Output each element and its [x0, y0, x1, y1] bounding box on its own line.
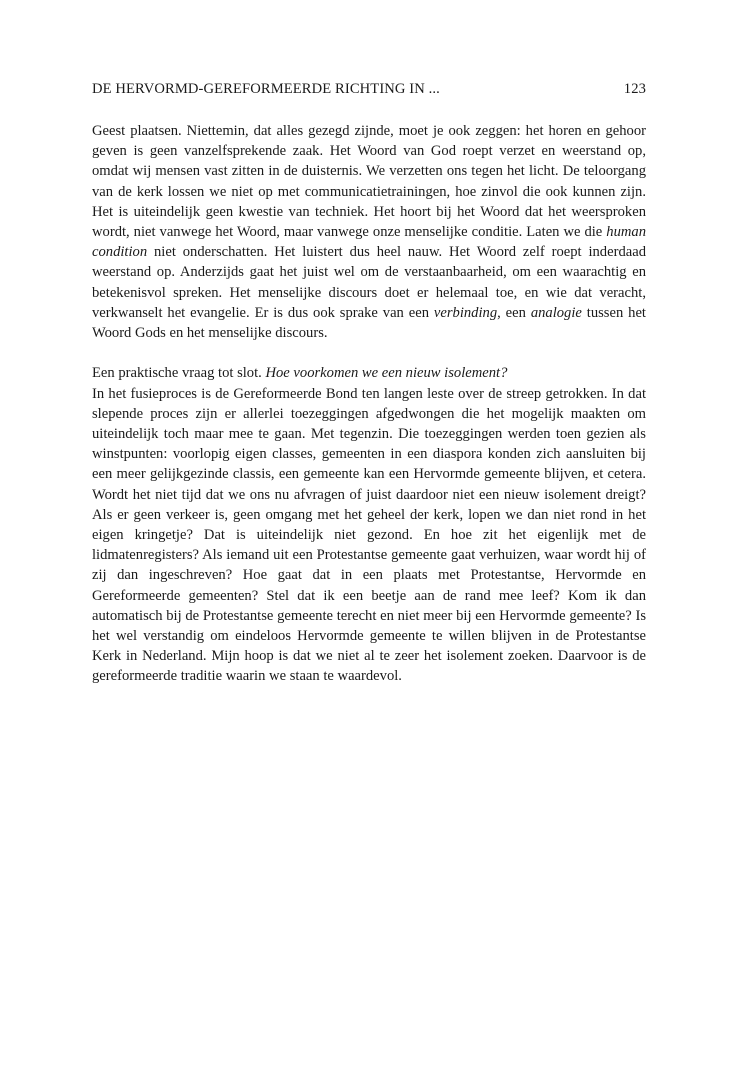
page-number: 123 [623, 81, 646, 97]
running-title: DE HERVORMD-GEREFORMEERDE RICHTING IN ... [92, 81, 440, 97]
italic-question: Hoe voorkomen we een nieuw isolement? [265, 365, 508, 382]
body-text [92, 121, 646, 687]
paragraph-3: In het fusieproces is de Gereformeerde Bond ten langen leste over de streep getrokken. In dat slepende proces zijn er allerlei toezeggingen afgedwongen die het mogelijk maakten om uiteindelijk toch maar mee te gaan. Met tegenzin. Die toezeggingen werden toen gezien als winstpunten: voorlopig eigen classes, gemeenten in een diaspora konden zich aansluiten bij een meer gelijkgezinde classis, een gemeente kan een Hervormde gemeente blijven, et cetera. Wordt het niet tijd dat we ons nu afvragen of juist daardoor niet een nieuw isolement dreigt? Als er geen verkeer is, geen omgang met het geheel der kerk, lopen we dan niet rond in het eigen kringetje? Dat is uiteindelijk niet gezond. En hoe zit het eigenlijk met de lidmatenregisters? Als iemand uit een Protestantse gemeente gaat verhuizen, waar wordt hij of zij dan ingeschreven? Hoe gaat dat in een plaats met Protestantse, Hervormde en Gereformeerde gemeenten? Stel dat ik een beetje aan de rand mee leef? Kom ik dan automatisch bij de Protestantse gemeente terecht en niet meer bij een Hervormde gemeente? Is het wel verstandig om eindeloos Hervormde gemeente te willen blijven in de Protestantse Kerk in Nederland. Mijn hoop is dat we niet al te zeer het isolement zoeken. Daarvoor is de gereformeerde traditie waarin we staan te waardevol. [92, 385, 646, 685]
italic-term: verbinding [433, 304, 498, 321]
paragraph-1 [92, 121, 646, 343]
text-run: niet onderschatten. Het luistert dus heel nauw. Het Woord zelf roept inderdaad weerstand op. Anderzijds gaat het juist wel om de verstaanbaarheid, om een waarachtig en betekenisvol spreken. Het menselijke discours doet er helemaal toe, en wie dat veracht, verkwanselt het evangelie. Er is dus ook sprake van een [92, 244, 646, 321]
running-header [92, 79, 646, 99]
text-run: , een [497, 304, 531, 321]
paragraph-2 [92, 363, 646, 383]
italic-term: human condition [92, 224, 646, 261]
text-run: Geest plaatsen. Niettemin, dat alles gezegd zijnde, moet je ook zeggen: het horen en gehoor geven is geen vanzelfsprekende zaak. Het Woord van God roept verzet en weerstand op, omdat wij mensen vast zitten in de duisternis. We verzetten ons tegen het licht. De teloorgang van de kerk lossen we niet op met communicatietrainingen, hoe zinvol die ook kunnen zijn. Het is uiteindelijk geen kwestie van techniek. Het hoort bij het Woord dat het weersproken wordt, niet vanwege het Woord, maar vanwege onze menselijke conditie. Laten we die [92, 123, 646, 241]
text-run: tussen het Woord Gods en het menselijke discours. [92, 304, 646, 342]
text-run: Een praktische vraag tot slot. [92, 365, 266, 382]
italic-term: analogie [530, 304, 582, 321]
